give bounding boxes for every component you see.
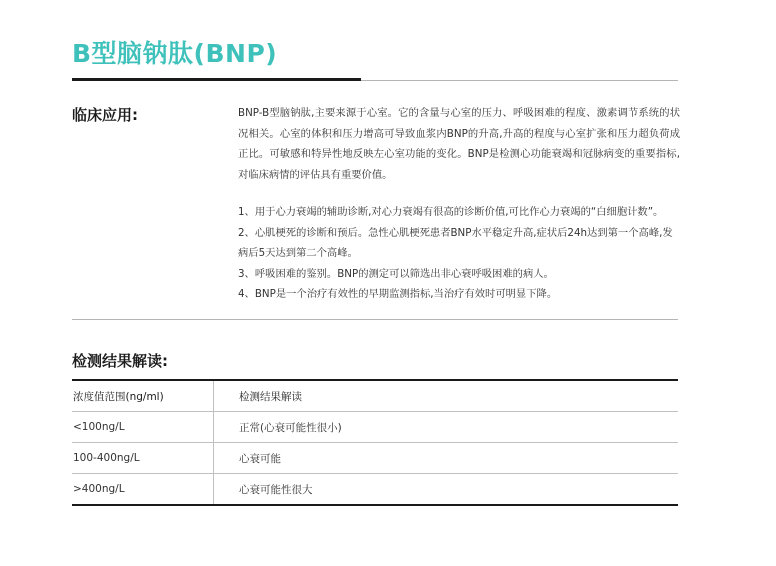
range-cell: >400ng/L bbox=[72, 474, 214, 504]
clinical-intro: BNP-B型脑钠肽,主要来源于心室。它的含量与心室的压力、呼吸困难的程度、激素调节系统的状况相关。心室的体积和压力增高可导致血浆内BNP的升高,升高的程度与心室扩张和压力超负荷成正比。可敏感和特异性地反映左心室功能的变化。BNP是检测心功能衰竭和冠脉病变的重要指标,对临床病情的评估具有重要价值。 bbox=[238, 107, 680, 181]
clinical-item: 1、用于心力衰竭的辅助诊断,对心力衰竭有很高的诊断价值,可比作心力衰竭的“白细胞计数”。 bbox=[238, 206, 664, 218]
interpretation-cell: 心衰可能性很大 bbox=[239, 483, 313, 496]
table-header-row bbox=[72, 381, 678, 411]
clinical-item: 4、BNP是一个治疗有效性的早期监测指标,当治疗有效时可明显下降。 bbox=[238, 288, 558, 300]
column-header-range: 浓度值范围(ng/ml) bbox=[72, 381, 214, 411]
page-title: B型脑钠肽(BNP) bbox=[72, 39, 278, 68]
table-row bbox=[72, 411, 678, 442]
title-underline-thin bbox=[361, 80, 678, 81]
section-divider bbox=[72, 319, 678, 320]
clinical-body bbox=[238, 103, 680, 305]
clinical-item: 2、心肌梗死的诊断和预后。急性心肌梗死患者BNP水平稳定升高,症状后24h达到第一个高峰,发病后5天达到第二个高峰。 bbox=[238, 226, 673, 259]
clinical-item: 3、呼吸困难的鉴别。BNP的测定可以筛选出非心衰呼吸困难的病人。 bbox=[238, 267, 554, 280]
table-row bbox=[72, 442, 678, 473]
interpretation-heading: 检测结果解读: bbox=[72, 352, 168, 370]
interpretation-cell: 正常(心衰可能性很小) bbox=[239, 421, 342, 434]
range-cell: <100ng/L bbox=[72, 412, 214, 442]
table-row bbox=[72, 473, 678, 504]
title-underline-thick bbox=[72, 78, 361, 81]
column-header-interpretation: 检测结果解读 bbox=[239, 390, 302, 403]
clinical-heading: 临床应用: bbox=[72, 106, 138, 124]
range-cell: 100-400ng/L bbox=[72, 443, 214, 473]
interpretation-table bbox=[72, 379, 678, 506]
interpretation-cell: 心衰可能 bbox=[239, 452, 281, 465]
